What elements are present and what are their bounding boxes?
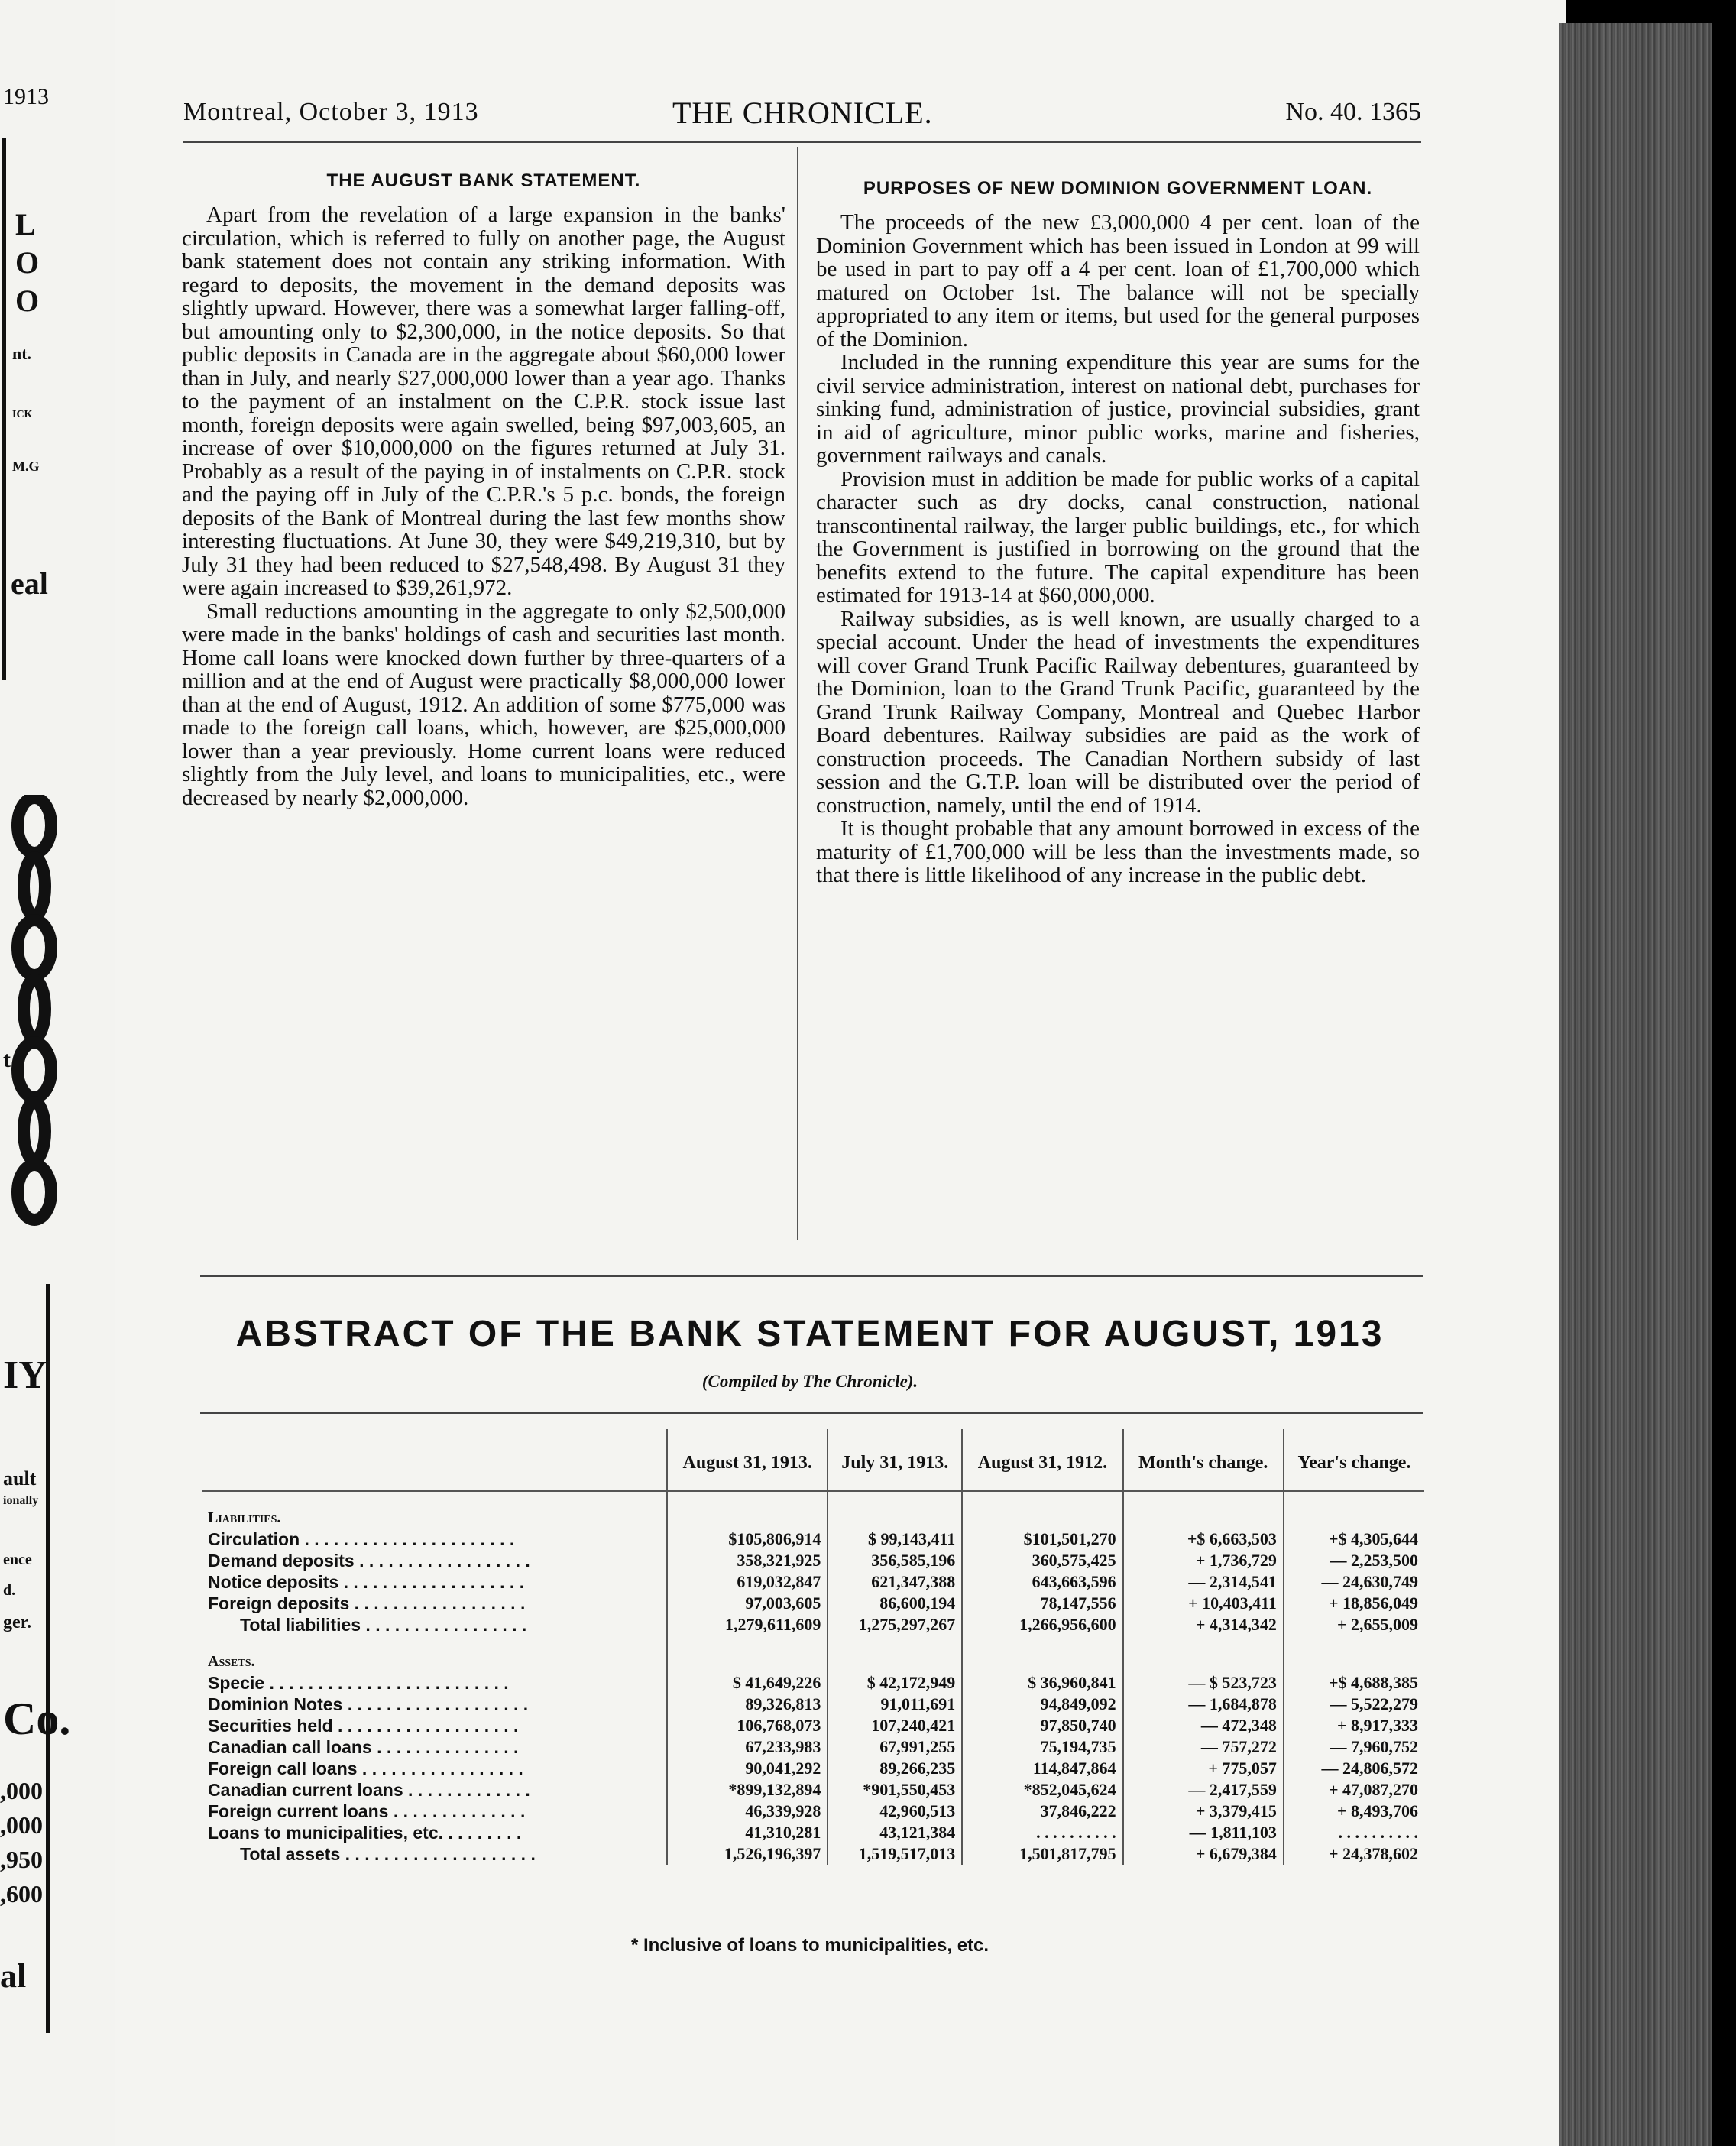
table-row-label: Foreign deposits . . . . . . . . . . . . . . . . . . bbox=[208, 1593, 526, 1613]
table-cell: 86,600,194 bbox=[828, 1593, 962, 1614]
table-cell: — 7,960,752 bbox=[1284, 1736, 1424, 1758]
margin-fragment: ,000 bbox=[0, 1777, 43, 1804]
margin-fragment: IY bbox=[3, 1353, 47, 1397]
table-cell: . . . . . . . . . . bbox=[962, 1822, 1122, 1843]
table-cell: + 24,378,602 bbox=[1284, 1843, 1424, 1865]
table-cell: + 8,493,706 bbox=[1284, 1801, 1424, 1822]
table-row-label: Canadian call loans . . . . . . . . . . . . . . . bbox=[208, 1737, 519, 1757]
table-cell: 356,585,196 bbox=[828, 1550, 962, 1571]
table-cell: + 3,379,415 bbox=[1123, 1801, 1284, 1822]
margin-rule bbox=[2, 138, 6, 680]
article-paragraph: It is thought probable that any amount borrowed in excess of the maturity of £1,700,000 will be less than the investments made, so that there is little likelihood of any increase in the public debt. bbox=[816, 816, 1420, 887]
chain-illustration bbox=[8, 795, 61, 1238]
table-row-label: Specie . . . . . . . . . . . . . . . . . . . . . . . . . bbox=[208, 1673, 509, 1693]
table-cell: 1,266,956,600 bbox=[962, 1614, 1122, 1635]
table-cell: — 24,630,749 bbox=[1284, 1571, 1424, 1593]
table-row-label: Securities held . . . . . . . . . . . . . . . . . . . bbox=[208, 1716, 519, 1736]
table-cell: 67,991,255 bbox=[828, 1736, 962, 1758]
margin-fragment: ,000 bbox=[0, 1811, 43, 1839]
table-cell: 90,041,292 bbox=[667, 1758, 828, 1779]
table-row-label: Foreign current loans . . . . . . . . . . . . . . bbox=[208, 1801, 526, 1821]
table-cell: 75,194,735 bbox=[962, 1736, 1122, 1758]
table-cell: 42,960,513 bbox=[828, 1801, 962, 1822]
margin-fragment: ionally bbox=[3, 1494, 39, 1507]
table-cell: — 1,811,103 bbox=[1123, 1822, 1284, 1843]
table-cell: 41,310,281 bbox=[667, 1822, 828, 1843]
margin-fragment: O bbox=[15, 245, 40, 280]
table-row-label: Circulation . . . . . . . . . . . . . . . . . . . . . . bbox=[208, 1529, 515, 1549]
table-cell: 67,233,983 bbox=[667, 1736, 828, 1758]
table-row-label: Loans to municipalities, etc. . . . . . . . . bbox=[208, 1823, 522, 1843]
table-row bbox=[202, 1843, 1424, 1865]
table-header-row bbox=[202, 1429, 1424, 1491]
margin-fragment: ,950 bbox=[0, 1846, 43, 1873]
table-cell: 97,850,740 bbox=[962, 1715, 1122, 1736]
article-paragraph: Apart from the revelation of a large expansion in the banks' circulation, which is referred to fully on another page, the August bank statement does not contain any striking information. With regard to deposits, the movement in the demand deposits was slightly upward. However, there was a somewhat larger falling-off, but amounting only to $2,300,000, in the notice deposits. So that public deposits in Canada are in the aggregate about $60,000 lower than in July, and nearly $27,000,000 lower than a year ago. Thanks to the payment of an instalment on the C.P.R. stock issue last month, foreign deposits were again swelled, being $97,003,605, an increase of over $10,000,000 on the figures returned at July 31. Probably as a result of the paying in of instalments on C.P.R. stock and the paying off in July of the C.P.R.'s 5 p.c. bonds, the foreign deposits of the Bank of Montreal during the last few months show interesting fluctuations. At June 30, they were $49,219,310, but by July 31 they had been reduced to $27,548,498. By August 31 they were again increased to $39,261,972. bbox=[182, 203, 785, 600]
article-paragraph: Small reductions amounting in the aggregate to only $2,500,000 were made in the banks' holdings of cash and securities last month. Home call loans were knocked down further by three-quarters of a million and at the end of August were practically $8,000,000 lower than at the end of August, 1912. An addition of some $775,000 was made to the foreign call loans, which, however, are $25,000,000 lower than a year previously. Home current loans were reduced slightly from the July level, and loans to municipalities, etc., were decreased by nearly $2,000,000. bbox=[182, 598, 785, 810]
left-page-margin bbox=[0, 0, 115, 2146]
margin-fragment: nt. bbox=[12, 344, 32, 363]
table-cell: 107,240,421 bbox=[828, 1715, 962, 1736]
table-cell bbox=[828, 1491, 962, 1528]
table-cell: 91,011,691 bbox=[828, 1694, 962, 1715]
table-cell: — 2,417,559 bbox=[1123, 1779, 1284, 1801]
table-cell: 1,526,196,397 bbox=[667, 1843, 828, 1865]
table-row-label: Canadian current loans . . . . . . . . . . . . . bbox=[208, 1780, 530, 1800]
book-page-edges bbox=[1559, 23, 1712, 2146]
table-cell: 619,032,847 bbox=[667, 1571, 828, 1593]
table-row bbox=[202, 1614, 1424, 1635]
header-masthead: THE CHRONICLE. bbox=[672, 96, 933, 130]
table-cell: + 10,403,411 bbox=[1123, 1593, 1284, 1614]
article-paragraph: The proceeds of the new £3,000,000 4 per cent. loan of the Dominion Government which has been issued in London at 99 will be used in part to pay off a 4 per cent. loan of £1,700,000 which matured on October 1st. The balance will not be specially appropriated to any item or items, but used for the general purposes of the Dominion. bbox=[816, 210, 1420, 352]
table-cell: 37,846,222 bbox=[962, 1801, 1122, 1822]
margin-fragment: t bbox=[3, 1047, 11, 1072]
table-cell: — 24,806,572 bbox=[1284, 1758, 1424, 1779]
table-cell: 643,663,596 bbox=[962, 1571, 1122, 1593]
abstract-title: ABSTRACT OF THE BANK STATEMENT FOR AUGUST, 1913 bbox=[235, 1314, 1385, 1354]
table-cell: *899,132,894 bbox=[667, 1779, 828, 1801]
article-paragraph: Included in the running expenditure this year are sums for the civil service administration, interest on national debt, purchases for sinking fund, administration of justice, provincial subsidies, grant in aid of agriculture, minor public works, marine and fisheries, government railways and canals. bbox=[816, 350, 1420, 468]
margin-fragment: L bbox=[15, 207, 36, 242]
header-rule bbox=[183, 141, 1421, 143]
table-row bbox=[202, 1672, 1424, 1694]
table-cell: + 4,314,342 bbox=[1123, 1614, 1284, 1635]
table-cell: $ 41,649,226 bbox=[667, 1672, 828, 1694]
table-cell: 89,266,235 bbox=[828, 1758, 962, 1779]
table-cell bbox=[962, 1635, 1122, 1672]
margin-fragment: ault bbox=[3, 1467, 37, 1490]
table-header-cell: Year's change. bbox=[1284, 1429, 1424, 1491]
table-cell bbox=[1284, 1635, 1424, 1672]
table-row-label: Foreign call loans . . . . . . . . . . . . . . . . . bbox=[208, 1759, 523, 1778]
table-cell: $ 42,172,949 bbox=[828, 1672, 962, 1694]
page-header bbox=[183, 98, 1421, 144]
table-cell: 106,768,073 bbox=[667, 1715, 828, 1736]
table-cell: + 8,917,333 bbox=[1284, 1715, 1424, 1736]
margin-fragment: ger. bbox=[3, 1613, 32, 1632]
table-cell: 46,339,928 bbox=[667, 1801, 828, 1822]
article-title: PURPOSES OF NEW DOMINION GOVERNMENT LOAN. bbox=[863, 178, 1373, 199]
table-row bbox=[202, 1571, 1424, 1593]
table-cell: — 2,253,500 bbox=[1284, 1550, 1424, 1571]
table-row bbox=[202, 1694, 1424, 1715]
abstract-table bbox=[202, 1429, 1424, 1865]
table-cell: 1,501,817,795 bbox=[962, 1843, 1122, 1865]
table-cell: 358,321,925 bbox=[667, 1550, 828, 1571]
table-cell: +$ 6,663,503 bbox=[1123, 1528, 1284, 1550]
table-cell bbox=[667, 1635, 828, 1672]
table-cell: 114,847,864 bbox=[962, 1758, 1122, 1779]
table-cell: 43,121,384 bbox=[828, 1822, 962, 1843]
table-header-cell: Month's change. bbox=[1123, 1429, 1284, 1491]
article-paragraph: Railway subsidies, as is well known, are usually charged to a special account. Under the head of investments the expenditures will cover Grand Trunk Pacific Railway debentures, guaranteed by the Dominion, loan to the Grand Trunk Pacific, guaranteed by the Grand Trunk Railway Company, Montreal and Quebec Harbor Board debentures. Railway subsidies are paid as the work of construction proceeds. The Canadian Northern subsidy of last session and the G.T.P. loan will be distributed over the period of construction, namely, until the end of 1914. bbox=[816, 606, 1420, 818]
table-cell: + 18,856,049 bbox=[1284, 1593, 1424, 1614]
table-row bbox=[202, 1822, 1424, 1843]
margin-fragment: Co. bbox=[3, 1694, 71, 1744]
table-header-cell: July 31, 1913. bbox=[828, 1429, 962, 1491]
header-issue-page: No. 40. 1365 bbox=[1285, 98, 1421, 126]
table-row bbox=[202, 1550, 1424, 1571]
table-row bbox=[202, 1779, 1424, 1801]
table-cell bbox=[828, 1635, 962, 1672]
table-section-row bbox=[202, 1635, 1424, 1672]
table-section-label: Assets. bbox=[208, 1653, 255, 1670]
table-cell: 1,279,611,609 bbox=[667, 1614, 828, 1635]
table-row-label: Notice deposits . . . . . . . . . . . . . . . . . . . bbox=[208, 1572, 525, 1592]
article-paragraph: Provision must in addition be made for public works of a capital character such as dry docks, canal construction, national transcontinental railway, the larger public buildings, etc., for which the Government is justified in borrowing on the ground that the benefits extend to the future. The capital expenditure has been estimated for 1913-14 at $60,000,000. bbox=[816, 466, 1420, 608]
article-title: THE AUGUST BANK STATEMENT. bbox=[326, 170, 641, 191]
table-row bbox=[202, 1715, 1424, 1736]
table-cell: *852,045,624 bbox=[962, 1779, 1122, 1801]
table-cell: 360,575,425 bbox=[962, 1550, 1122, 1571]
article-dominion-loan bbox=[816, 177, 1420, 887]
table-cell: +$ 4,688,385 bbox=[1284, 1672, 1424, 1694]
table-top-rule bbox=[200, 1412, 1423, 1414]
table-cell bbox=[962, 1491, 1122, 1528]
table-cell bbox=[1123, 1491, 1284, 1528]
table-row-label: Total assets . . . . . . . . . . . . . . . . . . . . bbox=[240, 1844, 536, 1864]
table-section-row bbox=[202, 1491, 1424, 1528]
table-row bbox=[202, 1528, 1424, 1550]
table-row bbox=[202, 1736, 1424, 1758]
table-cell: 97,003,605 bbox=[667, 1593, 828, 1614]
abstract-compiled-note: (Compiled by The Chronicle). bbox=[701, 1372, 918, 1391]
table-cell: 78,147,556 bbox=[962, 1593, 1122, 1614]
margin-fragment: d. bbox=[3, 1582, 16, 1599]
column-divider bbox=[797, 147, 798, 1240]
table-cell: — 757,272 bbox=[1123, 1736, 1284, 1758]
table-cell: + 2,655,009 bbox=[1284, 1614, 1424, 1635]
table-cell: — 1,684,878 bbox=[1123, 1694, 1284, 1715]
section-rule bbox=[200, 1275, 1423, 1277]
table-cell bbox=[1284, 1491, 1424, 1528]
table-cell: — 472,348 bbox=[1123, 1715, 1284, 1736]
table-cell: . . . . . . . . . . bbox=[1284, 1822, 1424, 1843]
margin-fragment: M.G bbox=[12, 459, 40, 474]
margin-fragment: ence bbox=[3, 1551, 32, 1568]
table-cell: + 47,087,270 bbox=[1284, 1779, 1424, 1801]
margin-fragment: ICK bbox=[12, 409, 33, 420]
table-cell: 621,347,388 bbox=[828, 1571, 962, 1593]
table-cell: +$ 4,305,644 bbox=[1284, 1528, 1424, 1550]
table-header-cell: August 31, 1913. bbox=[667, 1429, 828, 1491]
table-row bbox=[202, 1801, 1424, 1822]
table-footnote: * Inclusive of loans to municipalities, etc. bbox=[630, 1935, 989, 1956]
table-header-label bbox=[202, 1429, 667, 1491]
table-cell: 1,275,297,267 bbox=[828, 1614, 962, 1635]
article-august-bank-statement bbox=[182, 170, 785, 809]
table-cell: $101,501,270 bbox=[962, 1528, 1122, 1550]
table-cell: + 775,057 bbox=[1123, 1758, 1284, 1779]
table-row-label: Dominion Notes . . . . . . . . . . . . . . . . . . . bbox=[208, 1694, 529, 1714]
table-header-cell: August 31, 1912. bbox=[962, 1429, 1122, 1491]
table-row-label: Demand deposits . . . . . . . . . . . . . . . . . . bbox=[208, 1551, 530, 1571]
table-cell bbox=[667, 1491, 828, 1528]
table-cell: — 2,314,541 bbox=[1123, 1571, 1284, 1593]
table-cell: + 1,736,729 bbox=[1123, 1550, 1284, 1571]
margin-fragment: eal bbox=[11, 566, 48, 601]
table-cell: $105,806,914 bbox=[667, 1528, 828, 1550]
table-cell: 1,519,517,013 bbox=[828, 1843, 962, 1865]
table-cell: $ 36,960,841 bbox=[962, 1672, 1122, 1694]
table-row-label: Total liabilities . . . . . . . . . . . . . . . . . bbox=[240, 1615, 527, 1635]
table-cell: 89,326,813 bbox=[667, 1694, 828, 1715]
table-cell: 94,849,092 bbox=[962, 1694, 1122, 1715]
table-cell: + 6,679,384 bbox=[1123, 1843, 1284, 1865]
table-cell: $ 99,143,411 bbox=[828, 1528, 962, 1550]
margin-fragment: ,600 bbox=[0, 1880, 43, 1908]
table-cell: *901,550,453 bbox=[828, 1779, 962, 1801]
table-cell: — 5,522,279 bbox=[1284, 1694, 1424, 1715]
table-cell: — $ 523,723 bbox=[1123, 1672, 1284, 1694]
table-cell bbox=[1123, 1635, 1284, 1672]
margin-fragment: al bbox=[0, 1957, 27, 1995]
table-row bbox=[202, 1593, 1424, 1614]
margin-fragment: 1913 bbox=[3, 84, 49, 109]
header-dateline: Montreal, October 3, 1913 bbox=[183, 98, 479, 126]
table-row bbox=[202, 1758, 1424, 1779]
margin-fragment: O bbox=[15, 284, 40, 318]
table-section-label: Liabilities. bbox=[208, 1509, 281, 1526]
